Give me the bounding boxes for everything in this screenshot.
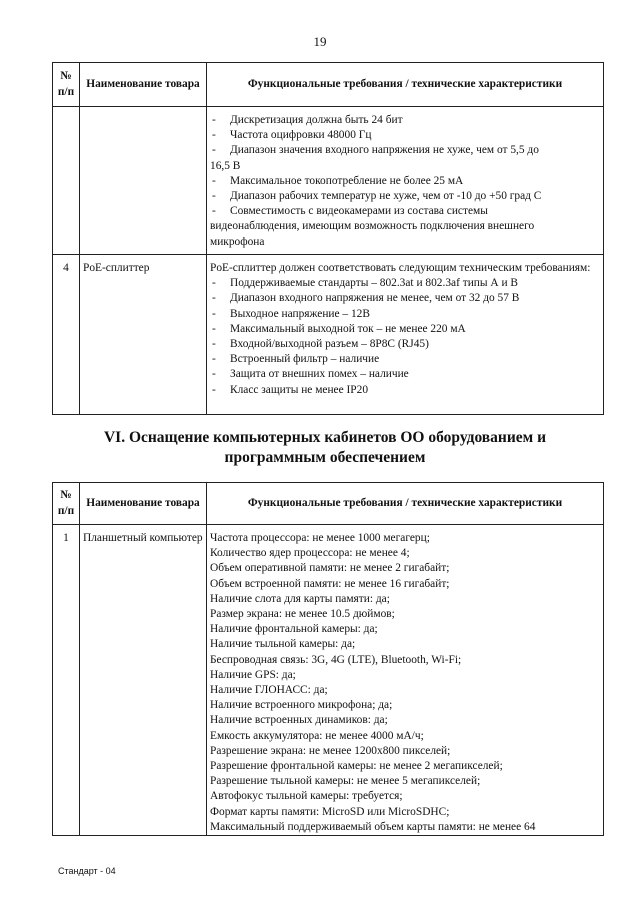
- list-item: Размер экрана: не менее 10.5 дюймов;: [210, 608, 395, 621]
- list-item: - Максимальное токопотребление не более 25 мА: [210, 174, 600, 189]
- list-item: Частота процессора: не менее 1000 мегагерц;: [210, 532, 430, 544]
- list-item: Разрешение тыльной камеры: не менее 5 мегапикселей;: [210, 775, 481, 788]
- page-number: 19: [313, 34, 327, 49]
- list-item: Наличие встроенных динамиков: да;: [210, 714, 388, 727]
- list-item: - Частота оцифровки 48000 Гц: [210, 128, 600, 143]
- row-spec: [207, 525, 604, 836]
- list-item: 16,5 В: [210, 159, 241, 172]
- list-item: Наличие тыльной камеры: да;: [210, 638, 356, 651]
- row-spec: [207, 255, 604, 415]
- section-title: VI. Оснащение компьютерных кабинетов ОО оборудованием и программным обеспечением: [103, 429, 547, 466]
- list-item: Разрешение экрана: не менее 1200x800 пикселей;: [210, 744, 451, 757]
- header-spec: Функциональные требования / технические характеристики: [207, 483, 604, 525]
- header-name: Наименование товара: [80, 483, 207, 525]
- list-item: - Диапазон рабочих температур не хуже, чем от -10 до +50 град С: [210, 189, 600, 204]
- list-item: - Дискретизация должна быть 24 бит: [210, 113, 600, 128]
- table-header-row: [53, 483, 604, 525]
- list-item: Объем встроенной памяти: не менее 16 гигабайт;: [210, 577, 450, 590]
- list-item: Автофокус тыльной камеры: требуется;: [210, 790, 403, 803]
- header-spec: Функциональные требования / технические характеристики: [207, 63, 604, 107]
- table-header-row: [53, 63, 604, 107]
- list-item: видеонаблюдения, имеющим возможность подключения внешнего: [210, 220, 535, 233]
- spec-table-bottom: [52, 482, 604, 836]
- list-item: Наличие встроенного микрофона; да;: [210, 699, 393, 712]
- list-item: Количество ядер процессора: не менее 4;: [210, 547, 410, 560]
- row-spec: [207, 107, 604, 255]
- list-item: Разрешение фронтальной камеры: не менее 2 мегапикселей;: [210, 760, 503, 773]
- list-item: Наличие слота для карты памяти: да;: [210, 592, 390, 605]
- list-item: - Встроенный фильтр – наличие: [210, 352, 600, 367]
- list-item: Наличие GPS: да;: [210, 668, 296, 681]
- row-num: 1: [53, 525, 80, 836]
- list-item: - Совместимость с видеокамерами из состава системы: [210, 204, 600, 219]
- list-item: - Выходное напряжение – 12В: [210, 307, 600, 322]
- list-item: Объем оперативной памяти: не менее 2 гигабайт;: [210, 562, 450, 575]
- table-row: [53, 107, 604, 255]
- list-item: Наличие фронтальной камеры: да;: [210, 623, 378, 636]
- row-num: 4: [53, 255, 80, 415]
- list-item: - Класс защиты не менее IP20: [210, 383, 600, 398]
- table-row: [53, 525, 604, 836]
- list-item: микрофона: [210, 235, 265, 248]
- row-name: Планшетный компьютер: [80, 525, 207, 836]
- row-intro: PoE-сплиттер должен соответствовать следующим техническим требованиям:: [210, 262, 591, 274]
- footer-label: Стандарт - 04: [58, 866, 116, 876]
- list-item: - Максимальный выходной ток – не менее 220 мА: [210, 322, 600, 337]
- list-item: - Входной/выходной разъем – 8P8C (RJ45): [210, 337, 600, 352]
- list-item: Беспроводная связь: 3G, 4G (LTE), Bluetooth, Wi-Fi;: [210, 653, 462, 666]
- header-name: Наименование товара: [80, 63, 207, 107]
- list-item: Наличие ГЛОНАСС: да;: [210, 684, 328, 697]
- table-row: [53, 255, 604, 415]
- row-num: [53, 107, 80, 255]
- list-item: - Диапазон значения входного напряжения не хуже, чем от 5,5 до: [210, 143, 600, 158]
- header-num: № п/п: [53, 483, 80, 525]
- list-item: - Поддерживаемые стандарты – 802.3at и 802.3af типы А и В: [210, 276, 600, 291]
- header-num: № п/п: [53, 63, 80, 107]
- row-name: PoE-сплиттер: [80, 255, 207, 415]
- list-item: Емкость аккумулятора: не менее 4000 мА/ч;: [210, 729, 424, 742]
- list-item: Максимальный поддерживаемый объем карты памяти: не менее 64: [210, 820, 536, 833]
- spec-table-top: [52, 62, 604, 415]
- list-item: - Диапазон входного напряжения не менее, чем от 32 до 57 В: [210, 291, 600, 306]
- list-item: Формат карты памяти: MicroSD или MicroSDHC;: [210, 805, 450, 818]
- list-item: - Защита от внешних помех – наличие: [210, 367, 600, 382]
- row-name: [80, 107, 207, 255]
